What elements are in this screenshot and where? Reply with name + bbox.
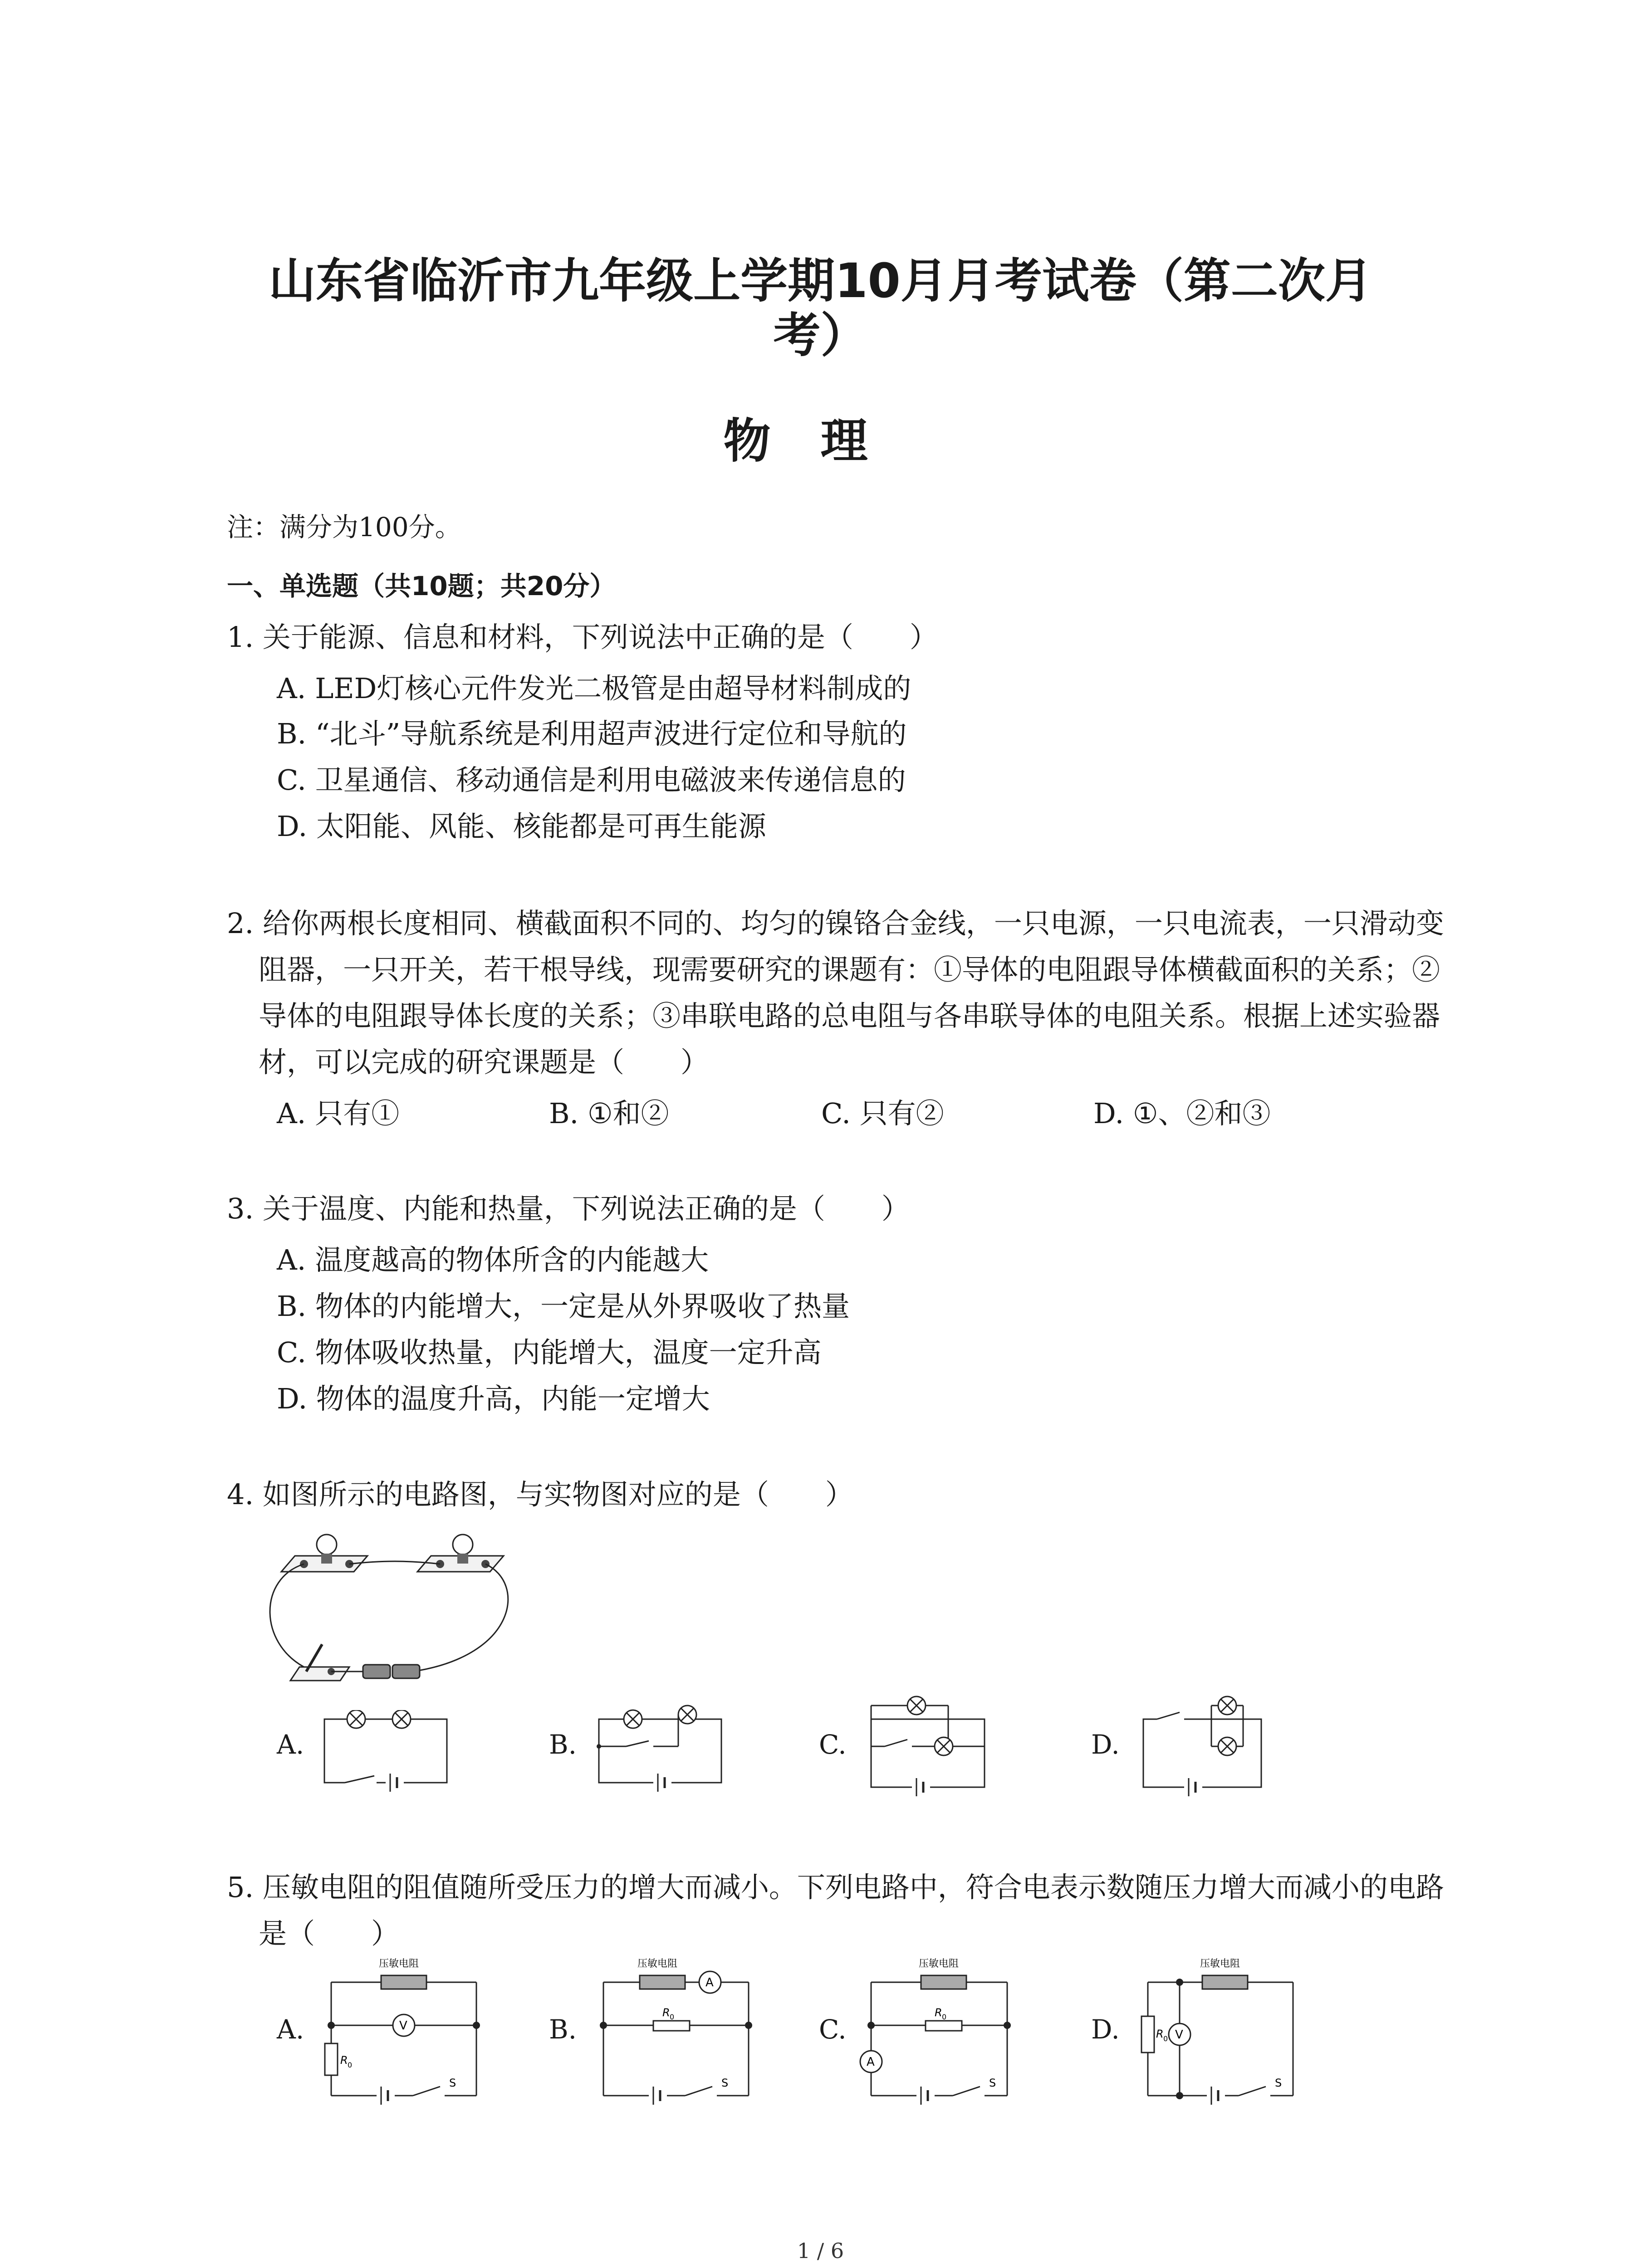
question-3-stem: 3. 关于温度、内能和热量，下列说法正确的是（ ） <box>227 1192 910 1225</box>
question-3-option-a: A. 温度越高的物体所含的内能越大 <box>277 1243 709 1276</box>
question-5-option-d-diagram <box>1134 1955 1307 2109</box>
question-4-option-c-label: C. <box>819 1729 847 1760</box>
q5a-voltmeter: V <box>399 2019 407 2033</box>
question-5-option-c-label: C. <box>819 2014 847 2045</box>
question-3-option-b: B. 物体的内能增大，一定是从外界吸收了热量 <box>277 1290 850 1323</box>
question-4-option-a-diagram <box>318 1710 454 1792</box>
question-5-option-b-label: B. <box>549 2014 577 2045</box>
exam-title-line1: 山东省临沂市九年级上学期10月月考试卷（第二次月 <box>269 253 1372 308</box>
q5c-ammeter: A <box>867 2055 875 2069</box>
q5a-r0-sub: 0 <box>348 2061 353 2069</box>
question-4-option-b-label: B. <box>549 1729 577 1760</box>
question-3-option-c: C. 物体吸收热量，内能增大，温度一定升高 <box>277 1336 822 1369</box>
q5c-r0-sub: 0 <box>942 2013 947 2021</box>
exam-title-line2: 考） <box>773 308 868 363</box>
question-2-option-d: D. ①、②和③ <box>1093 1097 1271 1130</box>
q5c-switch-label: S <box>989 2077 996 2089</box>
physical-circuit-picture <box>263 1529 517 1692</box>
q5b-r0-sub: 0 <box>670 2013 675 2021</box>
question-4-option-c-diagram <box>857 1683 994 1801</box>
q5b-r0: R <box>662 2006 670 2019</box>
question-5-option-c-diagram <box>857 1955 1030 2109</box>
question-5-option-a-diagram <box>318 1955 490 2109</box>
question-4-option-d-label: D. <box>1091 1729 1120 1760</box>
question-5-option-b-diagram <box>590 1955 762 2109</box>
subject-title: 物理 <box>723 413 918 469</box>
question-2-option-a: A. 只有① <box>277 1097 400 1130</box>
question-4-stem: 4. 如图所示的电路图，与实物图对应的是（ ） <box>227 1478 853 1511</box>
q5a-switch-label: S <box>449 2077 456 2089</box>
question-2-option-c: C. 只有② <box>821 1097 944 1130</box>
question-1-option-a: A. LED灯核心元件发光二极管是由超导材料制成的 <box>277 672 911 705</box>
q5a-sensor-label: 压敏电阻 <box>379 1958 419 1970</box>
q5c-sensor-label: 压敏电阻 <box>919 1958 959 1970</box>
question-4-option-a-label: A. <box>277 1729 304 1760</box>
question-5-option-a-label: A. <box>277 2014 304 2045</box>
question-4-option-b-diagram <box>590 1701 726 1792</box>
question-1-option-c: C. 卫星通信、移动通信是利用电磁波来传递信息的 <box>277 763 906 797</box>
q5d-sensor-label: 压敏电阻 <box>1200 1958 1240 1970</box>
question-1-stem: 1. 关于能源、信息和材料，下列说法中正确的是（ ） <box>227 621 938 654</box>
question-1-option-d: D. 太阳能、风能、核能都是可再生能源 <box>277 810 766 843</box>
q5d-r0: R <box>1156 2028 1164 2040</box>
q5b-ammeter: A <box>705 1976 714 1989</box>
question-4-option-d-diagram <box>1130 1683 1275 1801</box>
q5d-voltmeter: V <box>1175 2028 1183 2042</box>
question-1-option-b: B. “北斗”导航系统是利用超声波进行定位和导航的 <box>277 717 907 750</box>
question-2-option-b: B. ①和② <box>549 1097 669 1130</box>
q5b-switch-label: S <box>721 2077 729 2089</box>
q5c-r0: R <box>935 2006 942 2019</box>
score-note: 注：满分为100分。 <box>227 512 461 543</box>
question-5-stem: 5. 压敏电阻的阻值随所受压力的增大而减小。下列电路中，符合电表示数随压力增大而减小的电路是（ ） <box>227 1871 1444 1950</box>
q5d-r0-sub: 0 <box>1163 2034 1168 2043</box>
q5d-switch-label: S <box>1275 2077 1282 2089</box>
question-2-stem: 2. 给你两根长度相同、横截面积不同的、均匀的镍铬合金线，一只电源，一只电流表，一只滑动变阻器，一只开关，若干根导线，现需要研究的课题有：①导体的电阻跟导体横截面积的关系；②导体的电阻跟导体长度的关系；③串联电路的总电阻与各串联导体的电阻关系。根据上述实验器材，可以完成的研究课题是（ ） <box>227 907 1444 1079</box>
q5a-r0: R <box>340 2054 348 2067</box>
question-5-option-d-label: D. <box>1091 2014 1120 2045</box>
question-3-option-d: D. 物体的温度升高，内能一定增大 <box>277 1382 710 1415</box>
section-heading: 一、单选题（共10题；共20分） <box>227 571 616 601</box>
q5b-sensor-label: 压敏电阻 <box>637 1958 678 1970</box>
page-number: 1 / 6 <box>797 2239 844 2263</box>
